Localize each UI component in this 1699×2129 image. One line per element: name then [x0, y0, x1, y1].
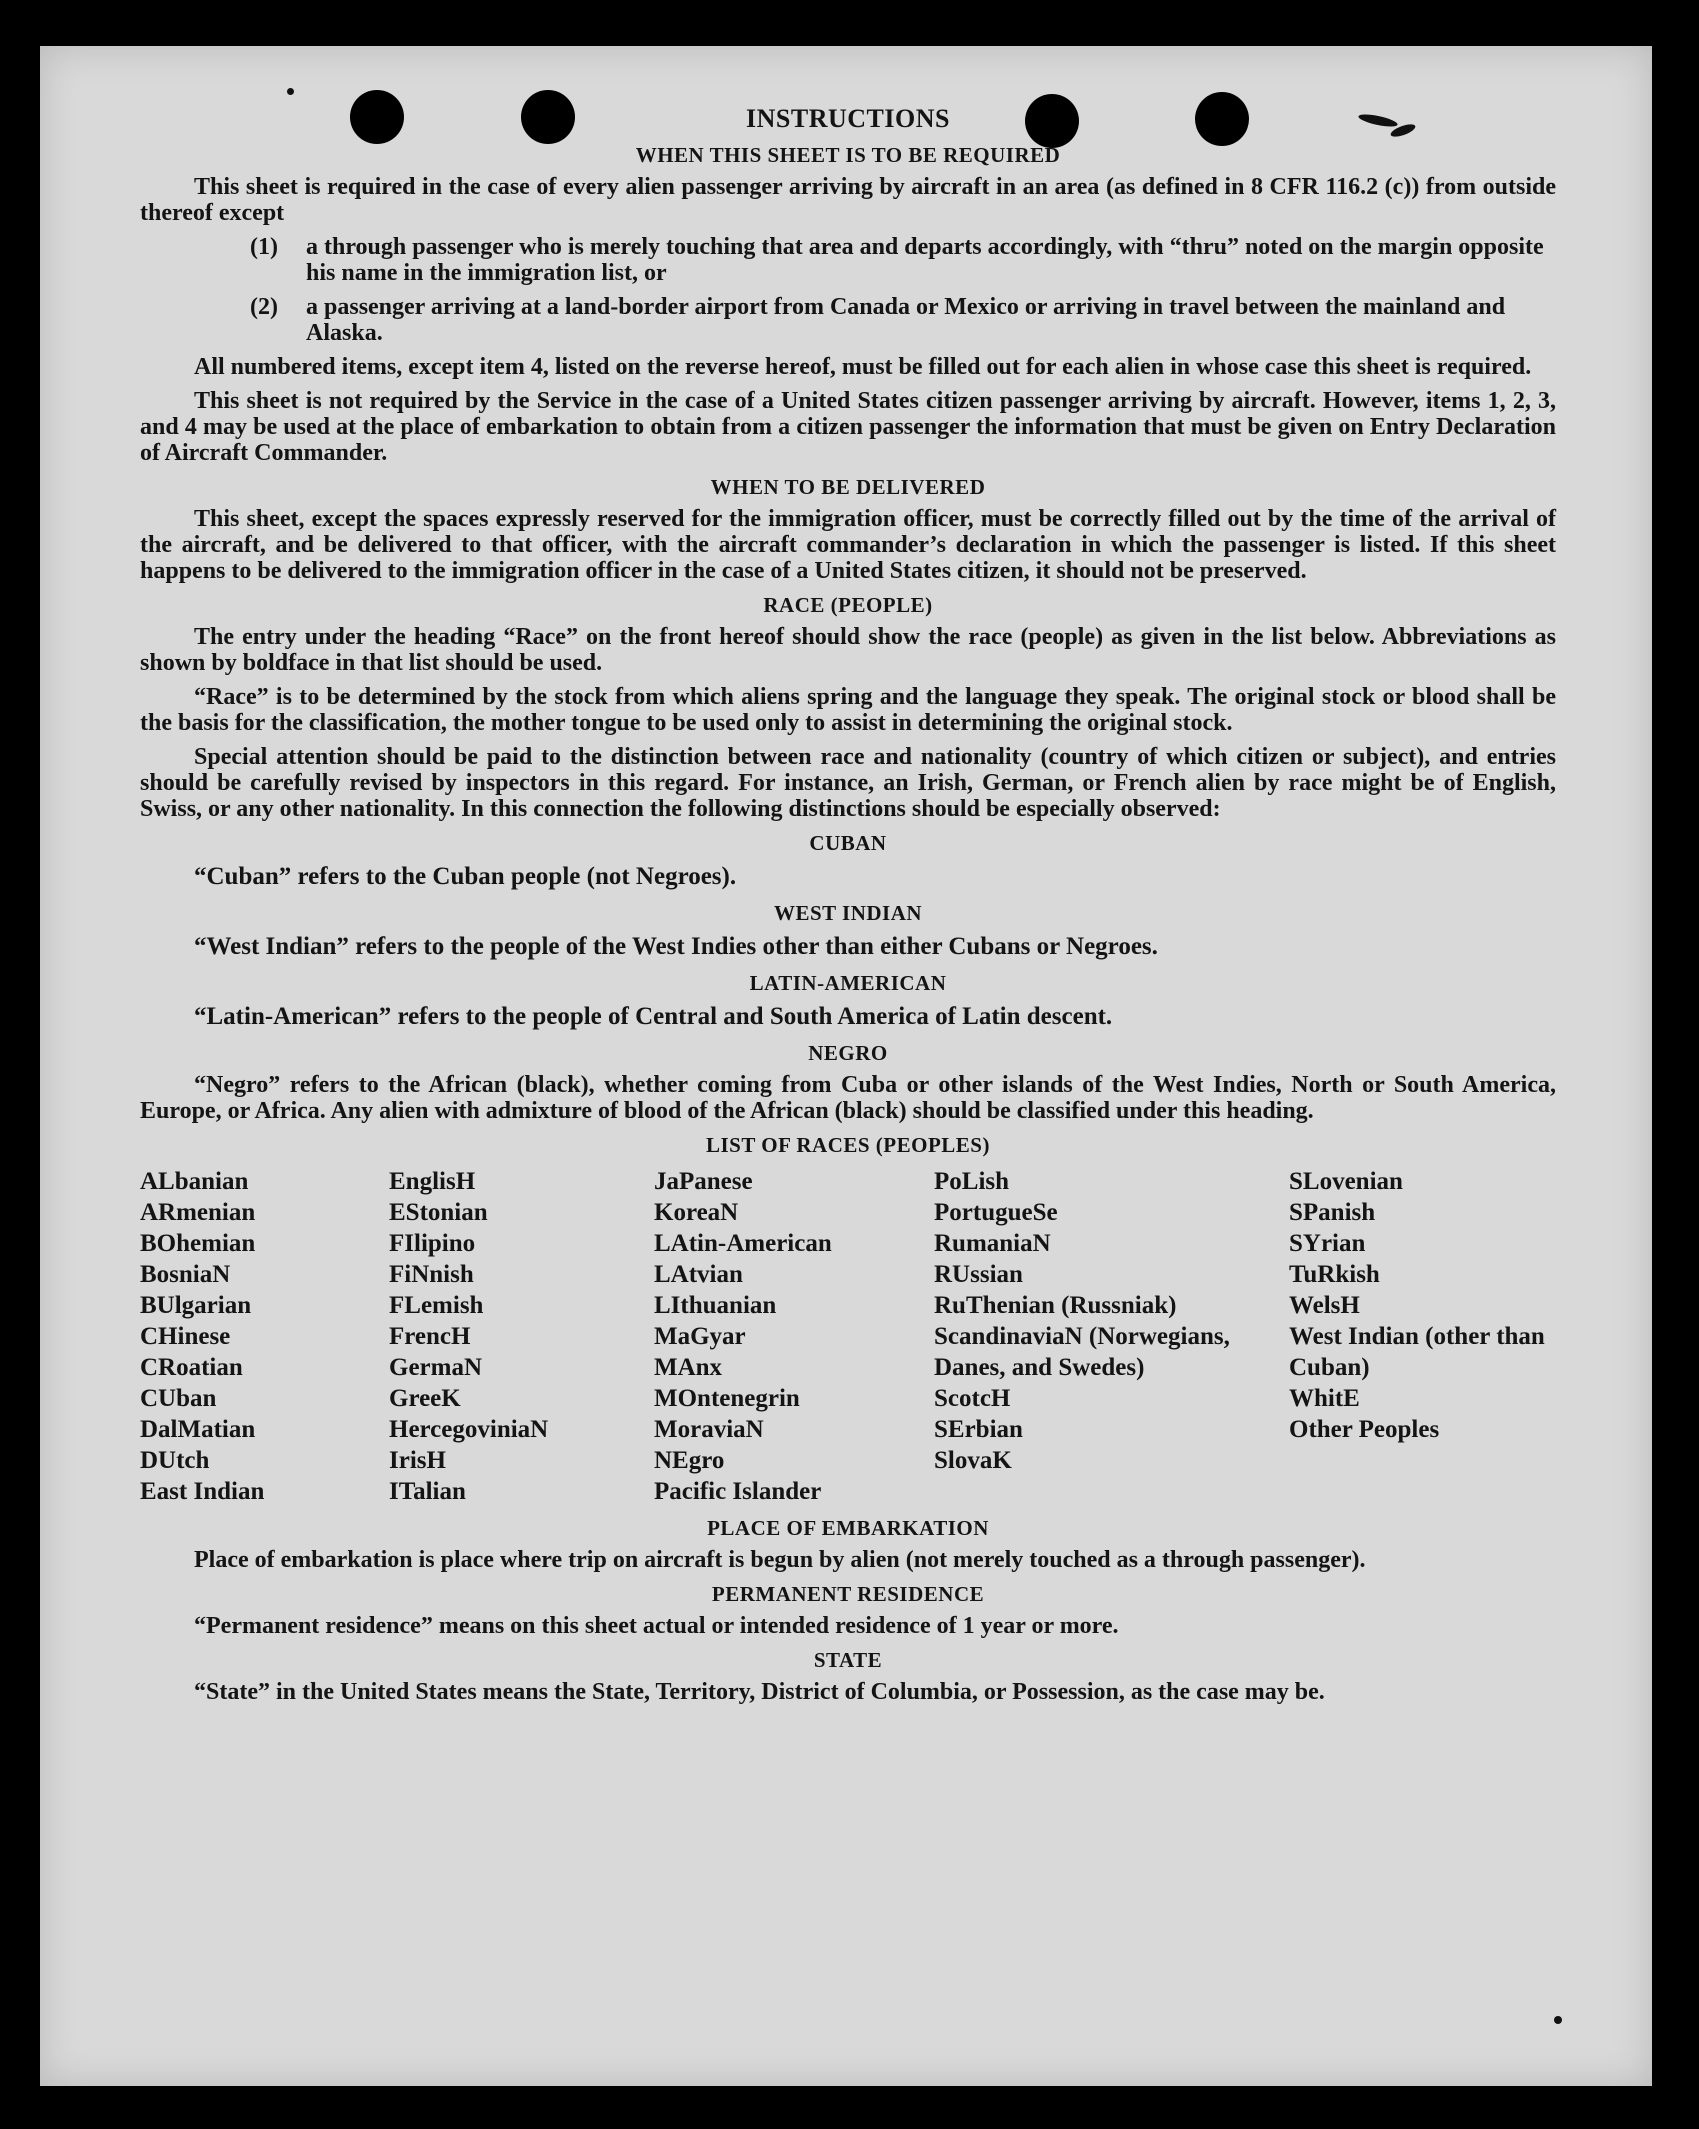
- section-heading: LIST OF RACES (PEOPLES): [706, 1133, 990, 1157]
- section-heading: NEGRO: [808, 1041, 888, 1065]
- paragraph: Place of embarkation is place where trip on aircraft is begun by alien (not merely touched as a through passenger).: [194, 1547, 1366, 1573]
- race-item: LIthuanian: [654, 1292, 777, 1319]
- race-item: RUssian: [934, 1261, 1023, 1288]
- race-item: CRoatian: [140, 1354, 243, 1381]
- race-item: SlovaK: [934, 1447, 1012, 1474]
- paragraph: The entry under the heading “Race” on the front hereof should show the race (people) as given in the list below. Abbreviations as shown by boldface in that list should be used.: [140, 624, 1556, 676]
- race-item: SErbian: [934, 1416, 1023, 1443]
- race-item: RuThenian (Russniak): [934, 1292, 1177, 1319]
- paragraph: “Permanent residence” means on this sheet actual or intended residence of 1 year or more.: [194, 1613, 1119, 1639]
- race-item: MAnx: [654, 1354, 723, 1381]
- race-item: MoraviaN: [654, 1416, 764, 1443]
- section-heading: PERMANENT RESIDENCE: [711, 1582, 985, 1606]
- ink-dot: [287, 88, 294, 95]
- section-heading: RACE (PEOPLE): [763, 593, 933, 617]
- race-item: CHinese: [140, 1323, 231, 1350]
- paragraph: All numbered items, except item 4, listed on the reverse hereof, must be filled out for each alien in whose case this sheet is required.: [194, 354, 1532, 380]
- race-item: EStonian: [389, 1199, 488, 1226]
- paragraph: Special attention should be paid to the distinction between race and nationality (country of which citizen or subject), and entries should be carefully revised by inspectors in this regard. For instance, an Irish, German, or French alien by race might be of English, Swiss, or any other nationality. In this connection the following distinctions should be especially observed:: [140, 744, 1556, 822]
- race-item: WhitE: [1289, 1385, 1360, 1412]
- race-item: IrisH: [389, 1447, 446, 1474]
- section-heading: PLACE OF EMBARKATION: [707, 1516, 989, 1540]
- race-item: NEgro: [654, 1447, 725, 1474]
- races-column: [389, 1166, 654, 1507]
- race-item: ScotcH: [934, 1385, 1011, 1412]
- ink-dot: [1554, 2016, 1562, 2024]
- race-item: Pacific Islander: [654, 1478, 822, 1505]
- race-item: PortugueSe: [934, 1199, 1058, 1226]
- section-heading: WEST INDIAN: [773, 901, 923, 925]
- race-item: PoLish: [934, 1168, 1010, 1195]
- race-item: BosniaN: [140, 1261, 231, 1288]
- paragraph: “Negro” refers to the African (black), whether coming from Cuba or other islands of the West Indies, North or South America, Europe, or Africa. Any alien with admixture of blood of the African (black) should be classified under this heading.: [140, 1072, 1556, 1124]
- race-item: East Indian: [140, 1478, 265, 1505]
- race-item: MOntenegrin: [654, 1385, 800, 1412]
- races-column: [1289, 1166, 1549, 1507]
- race-item: ALbanian: [140, 1168, 249, 1195]
- races-table: [140, 1166, 1556, 1507]
- race-item: ARmenian: [140, 1199, 256, 1226]
- paragraph: This sheet is not required by the Service in the case of a United States citizen passenger arriving by aircraft. However, items 1, 2, 3, and 4 may be used at the place of embarkation to obtain from a citizen passenger the information that must be given on Entry Declaration of Aircraft Commander.: [140, 388, 1556, 466]
- race-item: GermaN: [389, 1354, 483, 1381]
- races-column: [654, 1166, 934, 1507]
- race-item: LAtvian: [654, 1261, 743, 1288]
- section-heading: LATIN-AMERICAN: [749, 971, 947, 995]
- race-item: FIlipino: [389, 1230, 476, 1257]
- section-heading: STATE: [813, 1648, 883, 1672]
- section-heading: WHEN THIS SHEET IS TO BE REQUIRED: [635, 143, 1061, 167]
- paragraph: This sheet, except the spaces expressly reserved for the immigration officer, must be correctly filled out by the time of the arrival of the aircraft, and be delivered to that officer, with the aircraft commander’s declaration in which the passenger is listed. If this sheet happens to be delivered to the immigration officer in the case of a United States citizen, it should not be preserved.: [140, 506, 1556, 584]
- race-item: BUlgarian: [140, 1292, 252, 1319]
- document-sheet: [40, 46, 1652, 2086]
- race-item: Other Peoples: [1289, 1416, 1440, 1443]
- numbered-item: [140, 234, 1556, 286]
- race-item: HercegoviniaN: [389, 1416, 549, 1443]
- paragraph: “State” in the United States means the State, Territory, District of Columbia, or Possession, as the case may be.: [194, 1679, 1325, 1705]
- race-item: WelsH: [1289, 1292, 1360, 1319]
- item-text: a passenger arriving at a land-border airport from Canada or Mexico or arriving in travel between the mainland and Alaska.: [306, 294, 1506, 346]
- race-item: DalMatian: [140, 1416, 256, 1443]
- race-item: FiNnish: [389, 1261, 474, 1288]
- race-item: ScandinaviaN (Norwegians, Danes, and Swedes): [934, 1323, 1230, 1381]
- definition-text: “West Indian” refers to the people of the West Indies other than either Cubans or Negroes.: [194, 933, 1158, 960]
- race-item: SYrian: [1289, 1230, 1366, 1257]
- race-item: BOhemian: [140, 1230, 256, 1257]
- section-heading: WHEN TO BE DELIVERED: [710, 475, 986, 499]
- race-item: GreeK: [389, 1385, 461, 1412]
- races-column: [934, 1166, 1289, 1507]
- race-item: JaPanese: [654, 1168, 753, 1195]
- race-item: ITalian: [389, 1478, 466, 1505]
- paragraph: “Race” is to be determined by the stock from which aliens spring and the language they speak. The original stock or blood shall be the basis for the classification, the mother tongue to be used only to assist in determining the original stock.: [140, 684, 1556, 736]
- definition-text: “Latin-American” refers to the people of Central and South America of Latin descent.: [194, 1003, 1113, 1030]
- paragraph: This sheet is required in the case of every alien passenger arriving by aircraft in an area (as defined in 8 CFR 116.2 (c)) from outside thereof except: [140, 174, 1556, 226]
- race-item: RumaniaN: [934, 1230, 1051, 1257]
- item-text: a through passenger who is merely touching that area and departs accordingly, with “thru” noted on the margin opposite his name in the immigration list, or: [306, 234, 1544, 286]
- race-item: LAtin-American: [654, 1230, 832, 1257]
- numbered-item: [140, 294, 1556, 346]
- race-item: SPanish: [1289, 1199, 1376, 1226]
- race-item: FrencH: [389, 1323, 471, 1350]
- race-item: CUban: [140, 1385, 217, 1412]
- item-number: (2): [250, 294, 278, 320]
- race-item: West Indian (other than Cuban): [1289, 1323, 1545, 1381]
- page-title: INSTRUCTIONS: [746, 104, 950, 133]
- race-item: EnglisH: [389, 1168, 476, 1195]
- race-item: DUtch: [140, 1447, 210, 1474]
- definition-text: “Cuban” refers to the Cuban people (not Negroes).: [194, 863, 737, 890]
- instructions-text: [140, 106, 1556, 1713]
- race-item: MaGyar: [654, 1323, 746, 1350]
- section-heading: CUBAN: [809, 831, 887, 855]
- race-item: KoreaN: [654, 1199, 739, 1226]
- races-column: [140, 1166, 389, 1507]
- item-number: (1): [250, 234, 278, 260]
- race-item: TuRkish: [1289, 1261, 1380, 1288]
- race-item: FLemish: [389, 1292, 484, 1319]
- race-item: SLovenian: [1289, 1168, 1403, 1195]
